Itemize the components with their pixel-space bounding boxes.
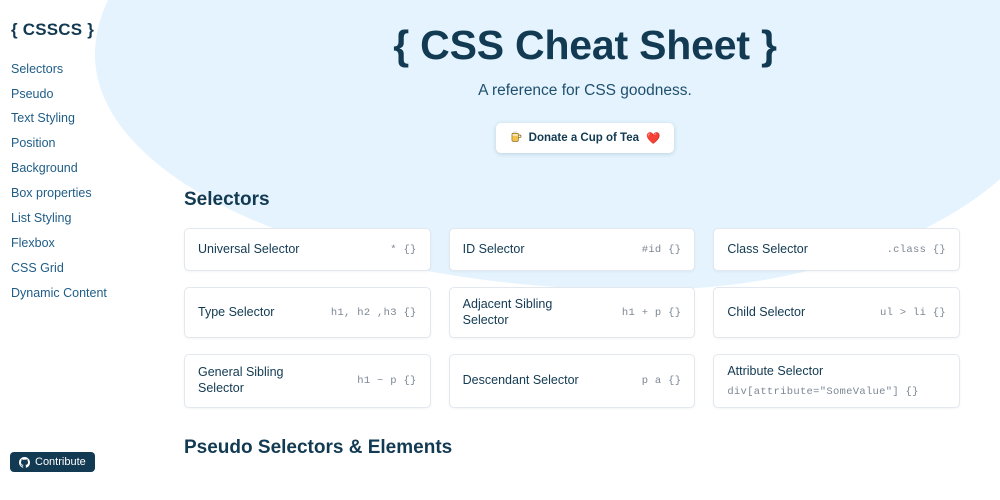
donate-label: Donate a Cup of Tea xyxy=(528,132,639,144)
sidebar-item-list-styling[interactable]: List Styling xyxy=(11,211,72,226)
card-descendant-selector[interactable] xyxy=(449,354,696,408)
sidebar-item-pseudo[interactable]: Pseudo xyxy=(11,86,54,101)
card-label: Descendant Selector xyxy=(462,373,579,388)
card-code: #id {} xyxy=(641,243,682,256)
sidebar-item-dynamic-content[interactable]: Dynamic Content xyxy=(11,286,107,301)
heart-icon: ❤️ xyxy=(646,133,661,145)
sidebar xyxy=(0,0,170,500)
tea-cup-icon xyxy=(510,130,522,146)
card-attribute-selector[interactable] xyxy=(713,354,960,408)
contribute-button[interactable] xyxy=(10,452,95,472)
card-child-selector[interactable] xyxy=(713,287,960,338)
contribute-label: Contribute xyxy=(35,456,86,468)
card-adjacent-sibling-selector[interactable] xyxy=(449,287,696,338)
card-label: ID Selector xyxy=(462,241,525,256)
sidebar-item-box-properties[interactable]: Box properties xyxy=(11,186,92,201)
github-icon xyxy=(19,457,30,468)
main-content xyxy=(170,0,1000,500)
card-code: ul > li {} xyxy=(879,306,946,319)
sidebar-nav xyxy=(11,57,161,306)
sidebar-item-selectors[interactable]: Selectors xyxy=(11,61,64,76)
sidebar-item-background[interactable]: Background xyxy=(11,161,78,176)
donate-button[interactable] xyxy=(496,123,675,153)
card-class-selector[interactable] xyxy=(713,228,960,271)
card-label: General Sibling Selector xyxy=(198,365,284,396)
card-code: h1 ~ p {} xyxy=(357,375,417,388)
card-label: Type Selector xyxy=(198,304,275,319)
card-code: div[attribute="SomeValue"] {} xyxy=(727,385,919,398)
card-label: Universal Selector xyxy=(198,241,300,256)
page-title: { CSS Cheat Sheet } xyxy=(393,22,777,68)
card-code: h1, h2 ,h3 {} xyxy=(330,306,417,319)
card-id-selector[interactable] xyxy=(449,228,696,271)
card-label: Class Selector xyxy=(727,241,808,256)
card-label: Attribute Selector xyxy=(727,364,824,379)
card-code: .class {} xyxy=(886,243,946,256)
sidebar-item-flexbox[interactable]: Flexbox xyxy=(11,236,55,251)
page-subtitle: A reference for CSS goodness. xyxy=(478,82,692,99)
brand-logo[interactable]: { CSSCS } xyxy=(11,20,95,39)
selectors-grid xyxy=(184,228,960,408)
card-universal-selector[interactable] xyxy=(184,228,431,271)
card-label: Adjacent Sibling Selector xyxy=(462,297,553,327)
card-general-sibling-selector[interactable] xyxy=(184,354,431,408)
sidebar-item-css-grid[interactable]: CSS Grid xyxy=(11,261,64,276)
section-title-selectors: Selectors xyxy=(184,189,270,210)
card-label: Child Selector xyxy=(727,304,806,319)
donate-row xyxy=(170,123,1000,153)
card-code: p a {} xyxy=(641,375,682,388)
card-code: * {} xyxy=(390,243,417,256)
sidebar-item-text-styling[interactable]: Text Styling xyxy=(11,111,75,126)
card-type-selector[interactable] xyxy=(184,287,431,338)
section-title-pseudo: Pseudo Selectors & Elements xyxy=(184,436,453,458)
card-code: h1 + p {} xyxy=(621,306,682,319)
sidebar-item-position[interactable]: Position xyxy=(11,136,56,151)
